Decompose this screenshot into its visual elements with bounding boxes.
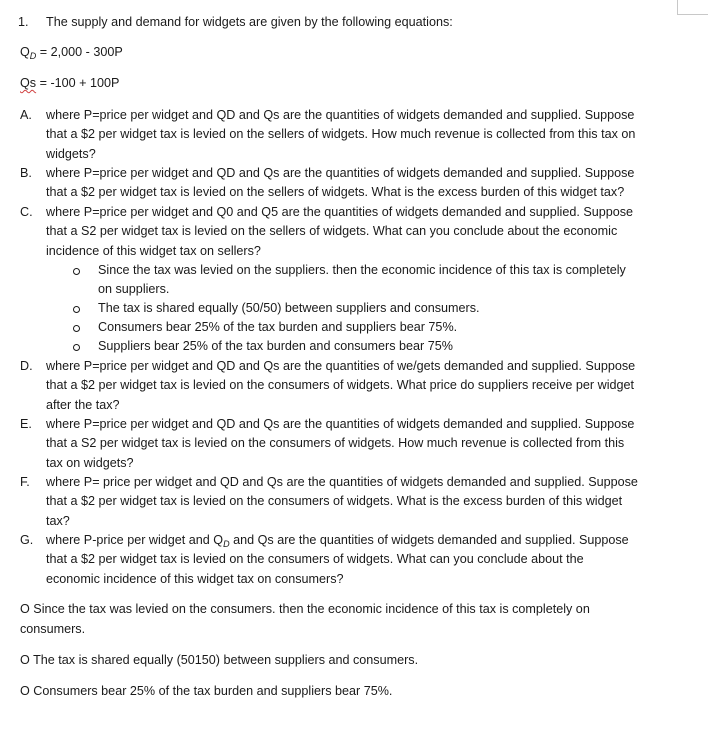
supply-q: Qs (20, 76, 37, 90)
question-intro: The supply and demand for widgets are given by the following equations: (46, 15, 453, 29)
item-letter: A. (20, 108, 32, 122)
item-line: incidence of this widget tax on sellers? (46, 243, 261, 258)
item-line: where P= price per widget and QD and Qs are the quantities of widgets demanded and supplied. Suppose (46, 475, 638, 489)
item-line: where P=price per widget and Q0 and Q5 are the quantities of widgets demanded and supplied. Suppose (46, 205, 634, 219)
option-line: Suppliers bear 25% of the tax burden and consumers bear 75% (98, 339, 453, 353)
item-line: widgets? (46, 146, 96, 161)
tail-line: O Since the tax was levied on the consumers. then the economic incidence of this tax is completely on (20, 602, 590, 616)
item-letter: E. (20, 417, 32, 431)
circle-bullet-icon (73, 306, 80, 313)
item-line: after the tax? (46, 397, 120, 412)
option-line: Since the tax was levied on the suppliers. then the economic incidence of this tax is completely (98, 263, 626, 277)
circle-bullet-icon (73, 325, 80, 332)
page-corner-mark (677, 0, 708, 15)
item-line: where P=price per widget and QD and Qs are the quantities of widgets demanded and supplied. Suppose (46, 417, 635, 431)
circle-bullet-icon (73, 344, 80, 351)
item-letter: F. (20, 475, 30, 489)
question-number: 1. (18, 15, 29, 29)
item-line-start: where P-price per widget and Q (46, 533, 224, 547)
item-line: that a $2 per widget tax is levied on the consumers of widgets. What price do suppliers receive per widget (46, 378, 635, 393)
tail-line: O The tax is shared equally (50150) between suppliers and consumers. (20, 653, 419, 667)
item-line: that a $2 per widget tax is levied on the consumers of widgets. What is the excess burden of this widget (46, 494, 623, 509)
supply-equation (20, 74, 119, 93)
tail-line: consumers. (20, 621, 86, 636)
tail-line: O Consumers bear 25% of the tax burden and suppliers bear 75%. (20, 684, 393, 698)
item-line: that a $2 per widget tax is levied on the sellers of widgets. What is the excess burden of this widget tax? (46, 185, 625, 200)
tail-option-2 (20, 651, 660, 671)
supply-rhs: = -100 + 100P (36, 76, 120, 90)
item-line: that a $2 per widget tax is levied on the consumers of widgets. What can you conclude about the (46, 552, 584, 567)
item-line: that a S2 per widget tax is levied on the consumers of widgets. How much revenue is collected from this (46, 436, 625, 451)
tail-option-1 (20, 600, 660, 639)
item-line: where P=price per widget and QD and Qs are the quantities of we/gets demanded and supplied. Suppose (46, 359, 636, 373)
q-subscript: D (223, 539, 230, 549)
item-line: where P=price per widget and QD and Qs are the quantities of widgets demanded and supplied. Suppose (46, 166, 635, 180)
item-line: tax? (46, 513, 70, 528)
item-letter: C. (20, 205, 33, 219)
item-letter: D. (20, 359, 33, 373)
item-line-rest: and Qs are the quantities of widgets demanded and supplied. Suppose (229, 533, 629, 547)
item-line: tax on widgets? (46, 455, 134, 470)
tail-option-3 (20, 682, 660, 702)
option-line: The tax is shared equally (50/50) between suppliers and consumers. (98, 301, 480, 315)
demand-subscript: D (29, 51, 37, 61)
demand-q: Q (20, 45, 30, 59)
item-letter: G. (20, 533, 34, 547)
option-line: Consumers bear 25% of the tax burden and suppliers bear 75%. (98, 320, 458, 334)
item-line: economic incidence of this widget tax on consumers? (46, 571, 344, 586)
option-line: on suppliers. (98, 282, 170, 297)
item-letter: B. (20, 166, 32, 180)
item-line: where P=price per widget and QD and Qs are the quantities of widgets demanded and supplied. Suppose (46, 108, 635, 122)
demand-rhs: = 2,000 - 300P (36, 45, 123, 59)
item-line: that a S2 per widget tax is levied on the sellers of widgets. What can you conclude about the economic (46, 224, 618, 239)
demand-equation (20, 43, 123, 66)
circle-bullet-icon (73, 268, 80, 275)
item-line: that a $2 per widget tax is levied on the sellers of widgets. How much revenue is collected from this tax on (46, 127, 636, 142)
